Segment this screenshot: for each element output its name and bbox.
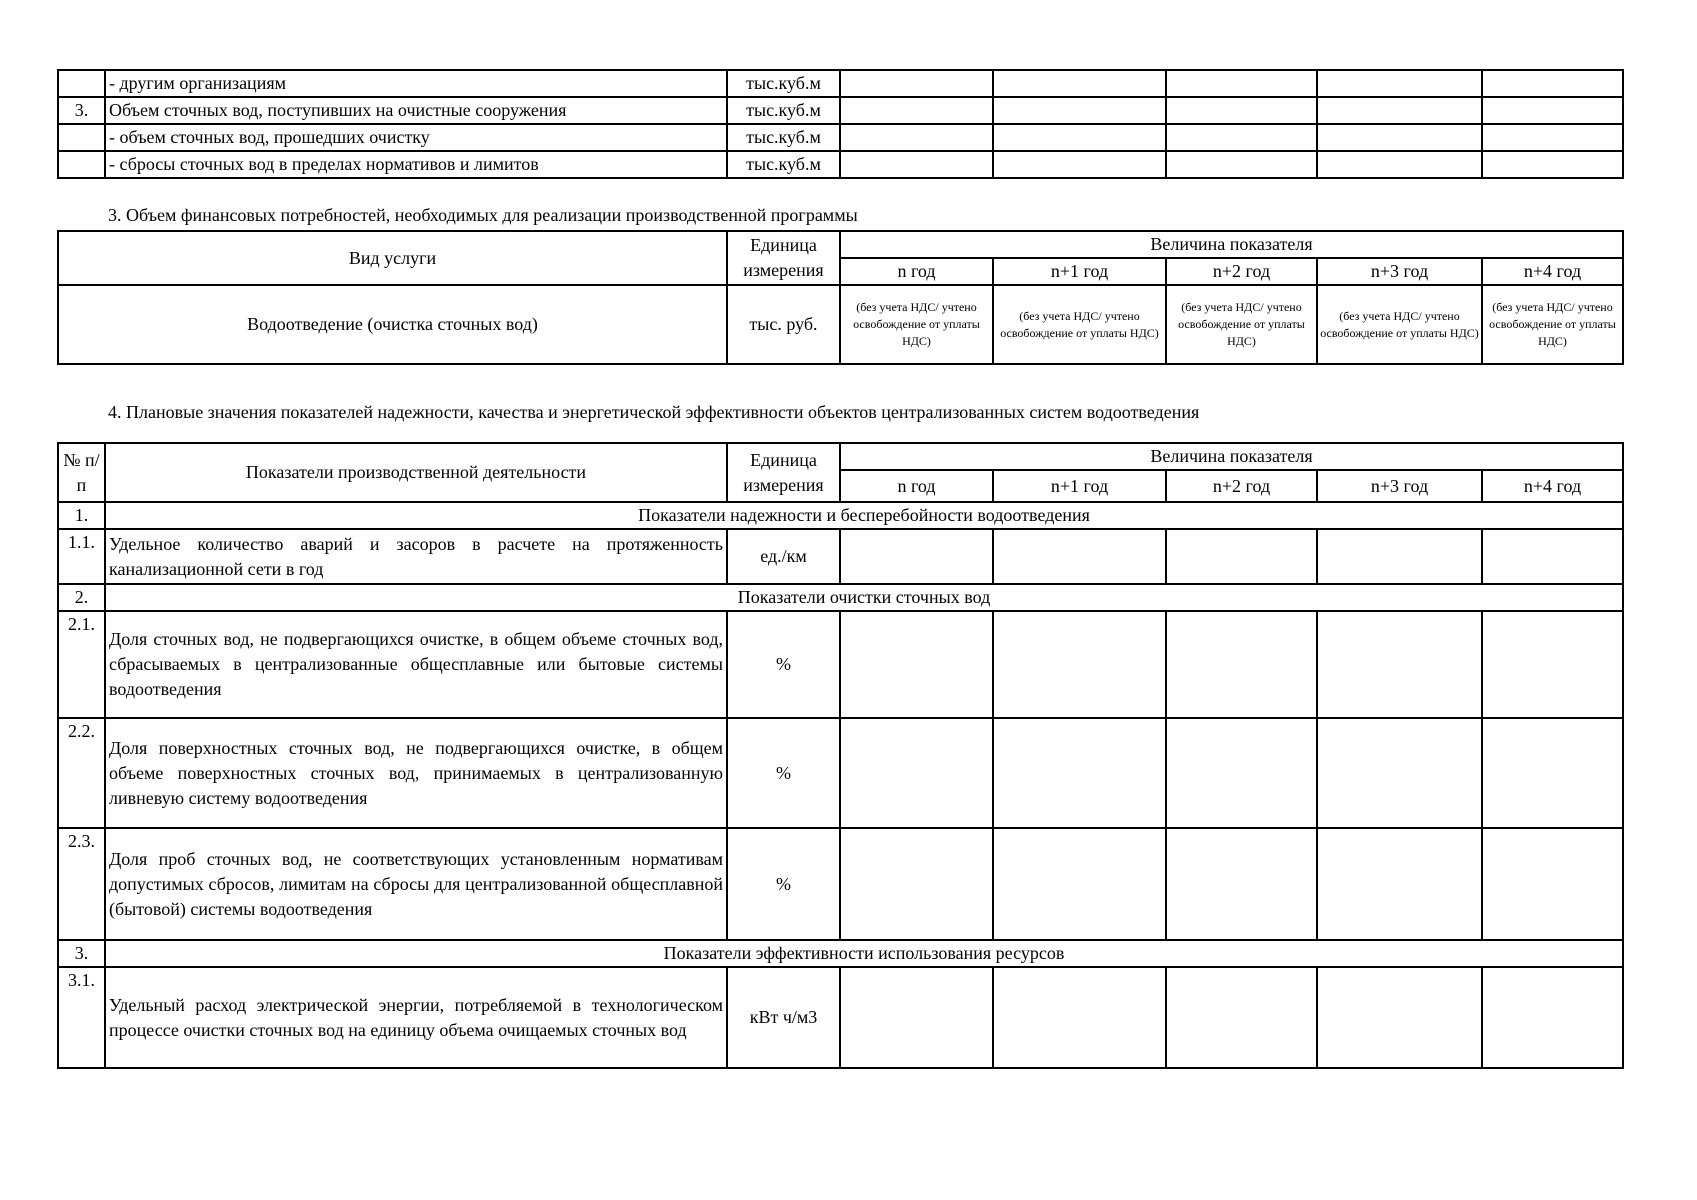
value-cell[interactable] [840,611,993,718]
row-label: Удельный расход электрической энергии, потребляемой в технологическом процессе очистки сточных вод на единицу объема очищаемых сточных вод [105,967,727,1068]
service-name: Водоотведение (очистка сточных вод) [58,285,727,364]
row-unit: % [727,718,840,828]
vat-note[interactable]: (без учета НДС/ учтено освобождение от уплаты НДС) [1482,285,1623,364]
row-unit: тыс.куб.м [727,124,840,151]
service-header: Вид услуги [58,231,727,285]
header-row [58,231,1623,258]
vat-note[interactable]: (без учета НДС/ учтено освобождение от уплаты НДС) [1317,285,1482,364]
row-unit: тыс.куб.м [727,97,840,124]
row-number: 2.3. [58,828,105,940]
value-cell[interactable] [1317,828,1482,940]
group-title: Показатели очистки сточных вод [105,584,1623,611]
row-number [58,124,105,151]
table-row [58,611,1623,718]
value-cell[interactable] [1166,70,1317,97]
year-header: n+3 год [1317,258,1482,285]
row-unit: кВт ч/м3 [727,967,840,1068]
value-cell[interactable] [1482,967,1623,1068]
performance-indicators-table [57,442,1624,1069]
year-header: n+3 год [1317,470,1482,502]
year-header: n+4 год [1482,258,1623,285]
year-header: n+1 год [993,258,1166,285]
group-number: 2. [58,584,105,611]
row-label: - объем сточных вод, прошедших очистку [105,124,727,151]
value-cell[interactable] [1166,828,1317,940]
group-title: Показатели надежности и бесперебойности водоотведения [105,502,1623,529]
value-cell[interactable] [1317,611,1482,718]
group-number: 1. [58,502,105,529]
row-label: Объем сточных вод, поступивших на очистные сооружения [105,97,727,124]
group-row [58,502,1623,529]
value-cell[interactable] [1482,151,1623,178]
value-cell[interactable] [840,70,993,97]
row-label: Удельное количество аварий и засоров в расчете на протяженность канализационной сети в год [105,529,727,584]
row-unit: % [727,611,840,718]
value-cell[interactable] [1166,967,1317,1068]
value-cell[interactable] [993,97,1166,124]
table-row [58,529,1623,584]
table-row [58,97,1623,124]
row-unit: % [727,828,840,940]
year-header: n+4 год [1482,470,1623,502]
row-number: 3. [58,97,105,124]
row-label: - другим организациям [105,70,727,97]
section-3-heading: 3. Объем финансовых потребностей, необходимых для реализации производственной программы [108,205,858,225]
value-cell[interactable] [840,967,993,1068]
row-label: Доля сточных вод, не подвергающихся очистке, в общем объеме сточных вод, сбрасываемых в централизованные общесплавные или бытовые системы водоотведения [105,611,727,718]
row-unit: тыс.куб.м [727,70,840,97]
group-row [58,584,1623,611]
year-header: n год [840,470,993,502]
value-cell[interactable] [840,718,993,828]
value-cell[interactable] [1317,718,1482,828]
value-cell[interactable] [993,828,1166,940]
value-cell[interactable] [1317,529,1482,584]
value-cell[interactable] [1166,718,1317,828]
value-cell[interactable] [1482,828,1623,940]
year-header: n год [840,258,993,285]
row-number [58,70,105,97]
row-number: 1.1. [58,529,105,584]
value-cell[interactable] [1482,529,1623,584]
value-cell[interactable] [840,124,993,151]
row-number: 2.2. [58,718,105,828]
value-header: Величина показателя [840,443,1623,470]
table-row [58,967,1623,1068]
number-header: № п/п [58,443,105,502]
value-cell[interactable] [840,828,993,940]
value-cell[interactable] [993,151,1166,178]
row-number [58,151,105,178]
row-label: Доля поверхностных сточных вод, не подвергающихся очистке, в общем объеме поверхностных сточных вод, принимаемых в централизованную ливневую систему водоотведения [105,718,727,828]
value-cell[interactable] [1317,97,1482,124]
group-number: 3. [58,940,105,967]
value-cell[interactable] [840,529,993,584]
indicator-header: Показатели производственной деятельности [105,443,727,502]
row-label: Доля проб сточных вод, не соответствующих установленным нормативам допустимых сбросов, лимитам на сбросы для централизованной общесплавной (бытовой) системы водоотведения [105,828,727,940]
value-cell[interactable] [1317,151,1482,178]
value-cell[interactable] [1166,97,1317,124]
unit-header: Единица измерения [727,231,840,285]
row-unit: тыс.куб.м [727,151,840,178]
table-row [58,151,1623,178]
row-unit: ед./км [727,529,840,584]
year-header: n+2 год [1166,258,1317,285]
value-cell[interactable] [840,151,993,178]
value-cell[interactable] [993,529,1166,584]
value-cell[interactable] [993,70,1166,97]
value-cell[interactable] [1166,611,1317,718]
value-cell[interactable] [1482,718,1623,828]
value-cell[interactable] [1482,124,1623,151]
year-header: n+1 год [993,470,1166,502]
value-cell[interactable] [1166,151,1317,178]
value-cell[interactable] [840,97,993,124]
value-cell[interactable] [1482,97,1623,124]
header-row [58,443,1623,470]
value-header: Величина показателя [840,231,1623,258]
financial-needs-table [57,230,1624,365]
value-cell[interactable] [993,967,1166,1068]
value-cell[interactable] [1317,70,1482,97]
vat-note[interactable]: (без учета НДС/ учтено освобождение от уплаты НДС) [1166,285,1317,364]
table-row [58,828,1623,940]
value-cell[interactable] [1317,124,1482,151]
value-cell[interactable] [1317,967,1482,1068]
row-unit: тыс. руб. [727,285,840,364]
table-row [58,285,1623,364]
vat-note[interactable]: (без учета НДС/ учтено освобождение от уплаты НДС) [840,285,993,364]
table-row [58,70,1623,97]
row-number: 2.1. [58,611,105,718]
year-header: n+2 год [1166,470,1317,502]
row-number: 3.1. [58,967,105,1068]
value-cell[interactable] [993,718,1166,828]
group-row [58,940,1623,967]
value-cell[interactable] [993,124,1166,151]
group-title: Показатели эффективности использования ресурсов [105,940,1623,967]
value-cell[interactable] [1166,124,1317,151]
table-row [58,124,1623,151]
value-cell[interactable] [1166,529,1317,584]
unit-header: Единица измерения [727,443,840,502]
value-cell[interactable] [1482,70,1623,97]
wastewater-volume-table [57,69,1624,179]
vat-note[interactable]: (без учета НДС/ учтено освобождение от уплаты НДС) [993,285,1166,364]
table-row [58,718,1623,828]
row-label: - сбросы сточных вод в пределах нормативов и лимитов [105,151,727,178]
value-cell[interactable] [1482,611,1623,718]
section-4-heading: 4. Плановые значения показателей надежности, качества и энергетической эффективности объектов централизованных систем водоотведения [108,402,1200,422]
value-cell[interactable] [993,611,1166,718]
